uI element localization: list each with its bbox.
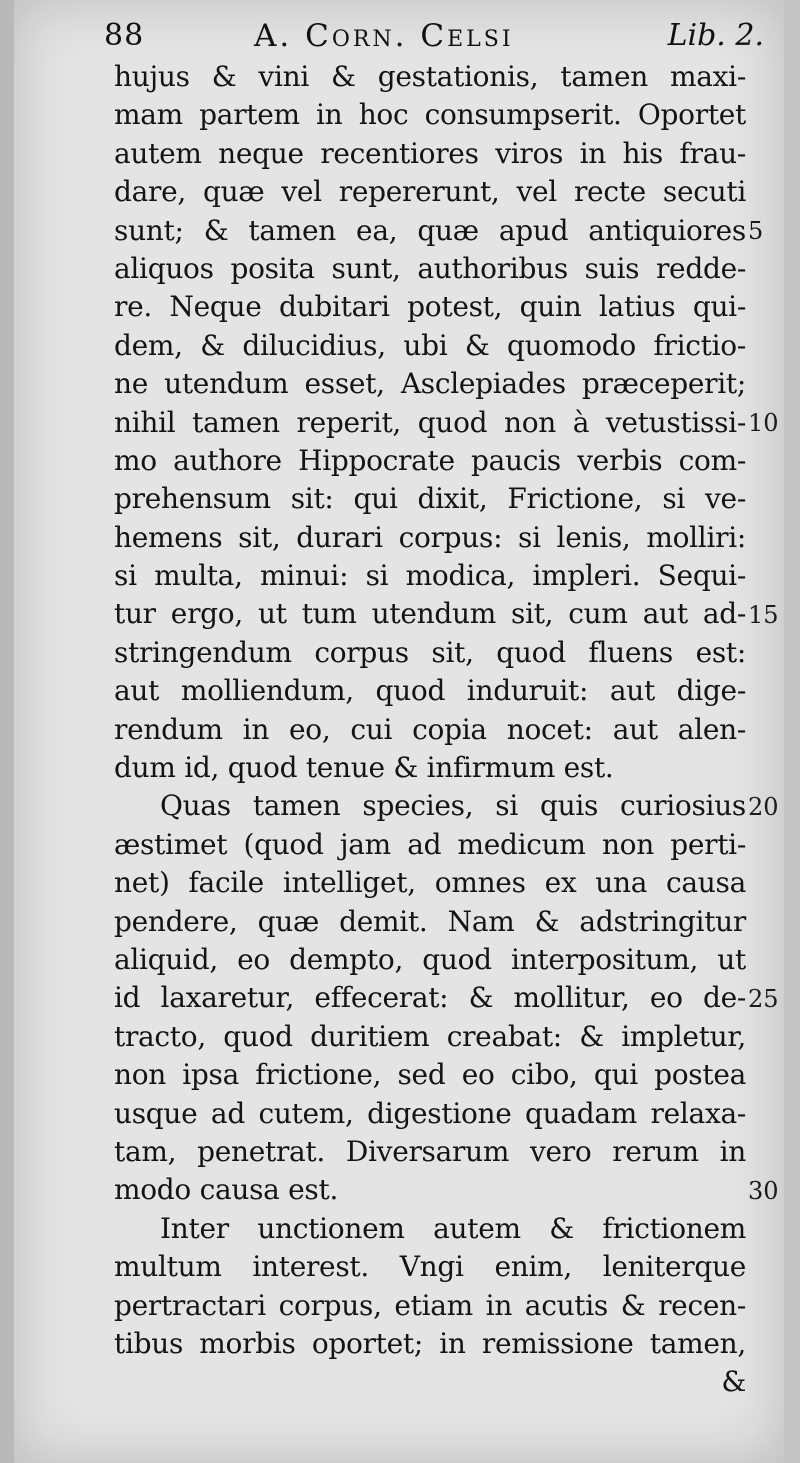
text-line: multum interest. Vngi enim, leniterque <box>114 1250 746 1284</box>
text-line: id laxaretur, effecerat: & mollitur, eo de- <box>114 981 746 1015</box>
text-line: usque ad cutem, digestione quadam relaxa- <box>114 1096 746 1130</box>
text-line: dum id, quod tenue & infirmum est. <box>114 751 614 785</box>
text-line: mo authore Hippocrate paucis verbis com- <box>114 443 746 477</box>
text-line: tur ergo, ut tum utendum sit, cum aut ad- <box>114 597 746 631</box>
page-right-edge <box>784 0 800 1463</box>
text-line: re. Neque dubitari potest, quin latius qui- <box>114 290 746 324</box>
text-line: Inter unctionem autem & frictionem <box>160 1211 746 1245</box>
text-line: nihil tamen reperit, quod non à vetustissi- <box>114 405 746 439</box>
page-number: 88 <box>104 18 145 53</box>
book-reference: Lib. 2. <box>667 18 764 53</box>
text-line: mam partem in hoc consumpserit. Oportet <box>114 98 746 132</box>
text-line: autem neque recentiores viros in his frau- <box>114 136 746 170</box>
body-text <box>114 58 746 1402</box>
running-title: A. Corn. Celsi <box>254 18 514 54</box>
text-line: net) facile intelliget, omnes ex una causa <box>114 866 746 900</box>
text-line: aliquos posita sunt, authoribus suis redde- <box>114 251 746 285</box>
text-line: æstimet (quod jam ad medicum non perti- <box>114 827 746 861</box>
text-line: pendere, quæ demit. Nam & adstringitur <box>114 904 746 938</box>
text-line: si multa, minui: si modica, impleri. Sequi- <box>114 559 746 593</box>
catchword: & <box>721 1365 746 1399</box>
text-line: Quas tamen species, si quis curiosius <box>160 789 746 823</box>
text-line: dare, quæ vel repererunt, vel recte secuti <box>114 175 746 209</box>
margin-line-number: 5 <box>748 216 764 245</box>
text-line: ne utendum esset, Asclepiades præceperit; <box>114 367 746 401</box>
margin-line-number: 20 <box>748 792 779 821</box>
text-line: aut molliendum, quod induruit: aut dige- <box>114 674 746 708</box>
text-line: tracto, quod duritiem creabat: & impletur, <box>114 1019 746 1053</box>
text-line: aliquid, eo dempto, quod interpositum, ut <box>114 942 746 976</box>
text-line: tam, penetrat. Diversarum vero rerum in <box>114 1134 746 1168</box>
text-line: sunt; & tamen ea, quæ apud antiquiores <box>114 213 746 247</box>
text-line: rendum in eo, cui copia nocet: aut alen- <box>114 712 746 746</box>
text-line: hemens sit, durari corpus: si lenis, molliri: <box>114 520 746 554</box>
text-line: pertractari corpus, etiam in acutis & recen- <box>114 1288 746 1322</box>
margin-line-number: 15 <box>748 600 779 629</box>
text-line: tibus morbis oportet; in remissione tamen, <box>114 1326 746 1360</box>
text-line: stringendum corpus sit, quod fluens est: <box>114 635 746 669</box>
text-line: prehensum sit: qui dixit, Frictione, si ve- <box>114 482 746 516</box>
margin-line-number: 30 <box>748 1176 779 1205</box>
text-line: modo causa est. <box>114 1173 339 1207</box>
margin-line-number: 25 <box>748 984 779 1013</box>
margin-line-number: 10 <box>748 408 779 437</box>
text-line: non ipsa frictione, sed eo cibo, qui postea <box>114 1058 746 1092</box>
text-line: dem, & dilucidius, ubi & quomodo frictio- <box>114 328 746 362</box>
text-line: hujus & vini & gestationis, tamen maxi- <box>114 60 746 93</box>
